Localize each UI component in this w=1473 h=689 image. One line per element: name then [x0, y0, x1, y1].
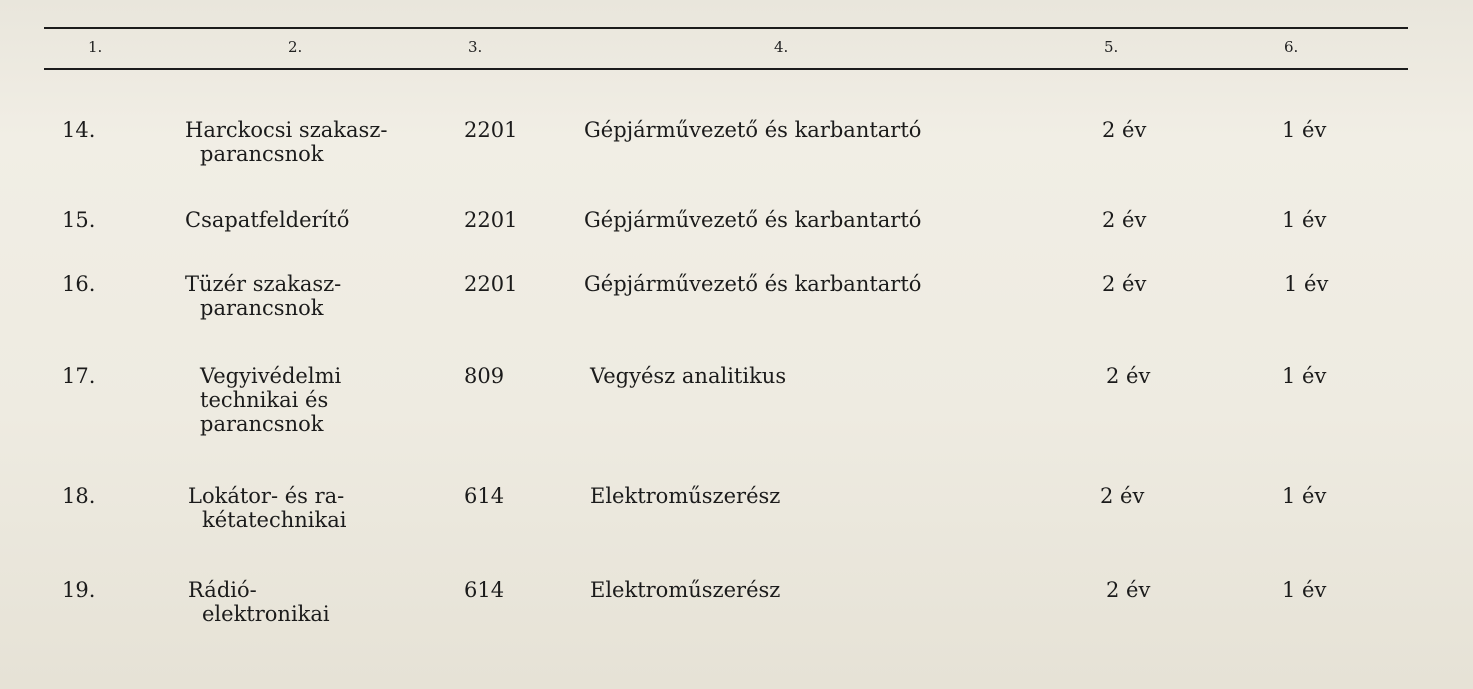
- table-top-rule: [44, 27, 1408, 29]
- row-number: 15.: [62, 208, 96, 232]
- unit-name: [185, 272, 341, 320]
- column-header-4: 4.: [774, 38, 789, 56]
- occupation-name: Elektroműszerész: [590, 578, 781, 602]
- duration-col6: 1 év: [1282, 118, 1327, 142]
- unit-name-line: Vegyivédelmi: [200, 364, 342, 388]
- duration-col6: 1 év: [1282, 364, 1327, 388]
- duration-col5: 2 év: [1106, 578, 1151, 602]
- duration-col6: 1 év: [1282, 578, 1327, 602]
- row-number: 17.: [62, 364, 96, 388]
- unit-name-line: Tüzér szakasz-: [185, 272, 342, 296]
- row-number: 19.: [62, 578, 96, 602]
- occupation-code: 2201: [464, 208, 518, 232]
- unit-name-line: technikai és: [200, 388, 329, 412]
- unit-name-line: parancsnok: [200, 296, 324, 320]
- occupation-name: Gépjárművezető és karbantartó: [584, 208, 922, 232]
- occupation-name: Gépjárművezető és karbantartó: [584, 272, 922, 296]
- occupation-code: 2201: [464, 118, 518, 142]
- occupation-name: Elektroműszerész: [590, 484, 781, 508]
- duration-col6: 1 év: [1282, 208, 1327, 232]
- unit-name: [200, 364, 341, 436]
- occupation-name: Vegyész analitikus: [590, 364, 787, 388]
- table-header-rule: [44, 68, 1408, 70]
- unit-name: [188, 578, 330, 626]
- unit-name-line: parancsnok: [200, 412, 324, 436]
- duration-col6: 1 év: [1282, 484, 1327, 508]
- duration-col5: 2 év: [1106, 364, 1151, 388]
- unit-name: [185, 208, 349, 232]
- row-number: 14.: [62, 118, 96, 142]
- duration-col5: 2 év: [1102, 272, 1147, 296]
- unit-name-line: Harckocsi szakasz-: [185, 118, 388, 142]
- unit-name-line: parancsnok: [200, 142, 324, 166]
- duration-col6: 1 év: [1284, 272, 1329, 296]
- duration-col5: 2 év: [1100, 484, 1145, 508]
- duration-col5: 2 év: [1102, 208, 1147, 232]
- unit-name: [185, 118, 387, 166]
- occupation-name: Gépjárművezető és karbantartó: [584, 118, 922, 142]
- occupation-code: 614: [464, 578, 505, 602]
- unit-name-line: Lokátor- és ra-: [188, 484, 345, 508]
- unit-name: [188, 484, 346, 532]
- column-header-5: 5.: [1104, 38, 1119, 56]
- unit-name-line: elektronikai: [202, 602, 330, 626]
- row-number: 16.: [62, 272, 96, 296]
- column-header-1: 1.: [88, 38, 103, 56]
- duration-col5: 2 év: [1102, 118, 1147, 142]
- column-header-3: 3.: [468, 38, 483, 56]
- column-header-2: 2.: [288, 38, 303, 56]
- unit-name-line: kétatechnikai: [202, 508, 347, 532]
- occupation-code: 809: [464, 364, 505, 388]
- unit-name-line: Rádió-: [188, 578, 257, 602]
- unit-name-line: Csapatfelderítő: [185, 208, 350, 232]
- row-number: 18.: [62, 484, 96, 508]
- occupation-code: 614: [464, 484, 505, 508]
- occupation-code: 2201: [464, 272, 518, 296]
- column-header-6: 6.: [1284, 38, 1299, 56]
